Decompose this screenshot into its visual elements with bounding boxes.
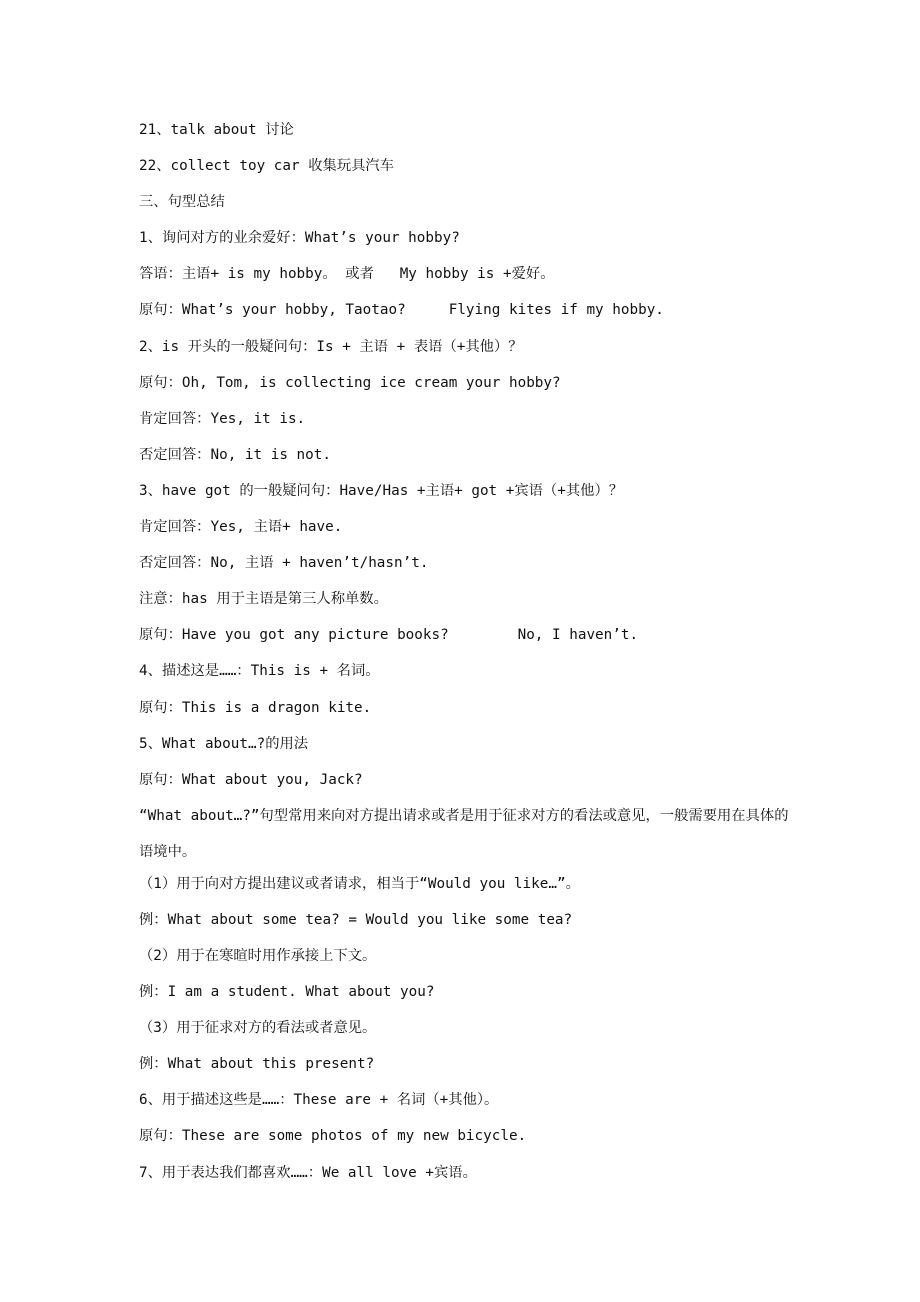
usage-2: （2）用于在寒暄时用作承接上下文。 [139,947,377,964]
pattern-3-positive: 肯定回答：Yes, 主语+ have. [139,519,343,536]
pattern-1-example: 原句：What’s your hobby, Taotao? Flying kites if my hobby. [139,302,664,319]
section-heading: 三、句型总结 [139,194,225,211]
pattern-4-title: 4、描述这是……：This is + 名词。 [139,663,380,680]
pattern-3-negative: 否定回答：No, 主语 + haven’t/hasn’t. [139,555,429,572]
vocab-item-21: 21、talk about 讨论 [139,122,294,138]
pattern-4-example: 原句：This is a dragon kite. [139,699,372,716]
pattern-2-positive: 肯定回答：Yes, it is. [139,410,306,427]
pattern-7-title: 7、用于表达我们都喜欢……：We all love +宾语。 [139,1164,477,1181]
vocab-item-22: 22、collect toy car 收集玩具汽车 [139,158,395,175]
usage-2-example: 例：I am a student. What about you? [139,984,435,1001]
pattern-6-example: 原句：These are some photos of my new bicycle. [139,1128,527,1145]
pattern-5-example: 原句：What about you, Jack? [139,771,363,788]
pattern-1-answer: 答语：主语+ is my hobby。 或者 My hobby is +爱好。 [139,266,555,283]
usage-3: （3）用于征求对方的看法或者意见。 [139,1020,377,1037]
pattern-3-title: 3、have got 的一般疑问句：Have/Has +主语+ got +宾语（+其他）？ [139,482,624,499]
pattern-3-example: 原句：Have you got any picture books? No, I haven’t. [139,627,639,644]
pattern-1-title: 1、询问对方的业余爱好：What’s your hobby? [139,230,460,247]
pattern-2-title: 2、is 开头的一般疑问句：Is + 主语 + 表语（+其他）？ [139,338,523,355]
usage-1-example: 例：What about some tea? = Would you like some tea? [139,911,573,928]
document-body [139,117,789,1196]
pattern-2-negative: 否定回答：No, it is not. [139,446,331,463]
pattern-3-note: 注意：has 用于主语是第三人称单数。 [139,591,388,608]
pattern-5-title: 5、What about…?的用法 [139,735,309,752]
pattern-6-title: 6、用于描述这些是……：These are + 名词（+其他）。 [139,1092,499,1109]
pattern-5-explanation: “What about…?”句型常用来向对方提出请求或者是用于征求对方的看法或意见，一般需要用在具体的语境中。 [139,807,789,860]
usage-1: （1）用于向对方提出建议或者请求，相当于“Would you like…”。 [139,875,580,892]
usage-3-example: 例：What about this present? [139,1056,375,1073]
pattern-2-example: 原句：Oh, Tom, is collecting ice cream your hobby? [139,374,561,391]
